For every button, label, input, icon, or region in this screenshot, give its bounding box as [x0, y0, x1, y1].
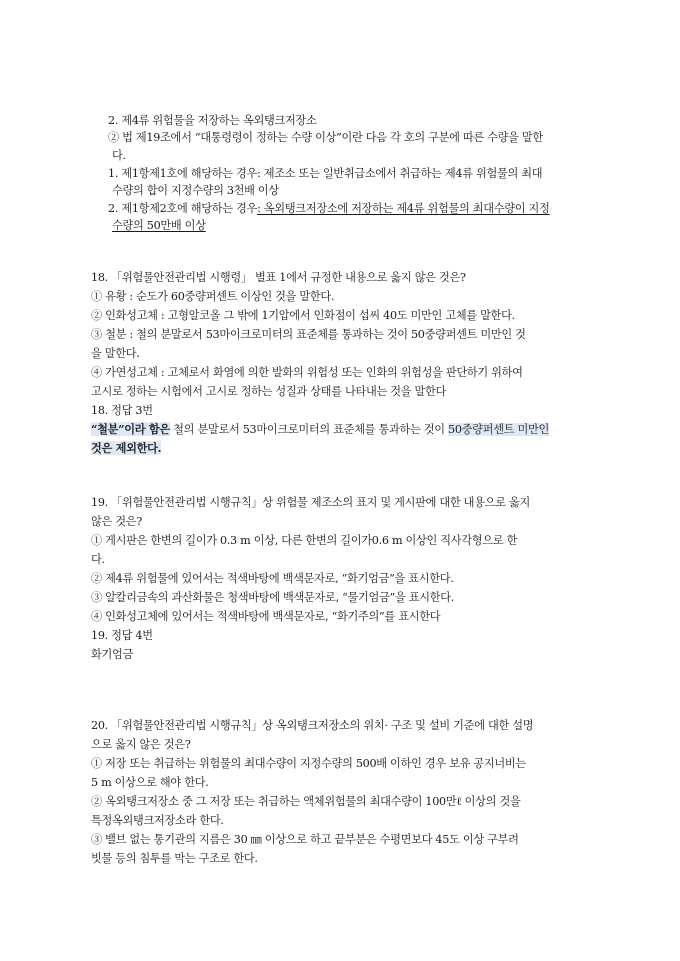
q19-option-4: ④ 인화성고체에 있어서는 적색바탕에 백색문자로, “화기주의”를 표시한다	[91, 610, 441, 623]
q19-option-1: ① 게시판은 한변의 길이가 0.3 m 이상, 다른 한변의 길이가0.6 m 이상인 직사각형으로 한	[91, 534, 518, 547]
q18-option-4-cont: 고시로 정하는 시험에서 고시로 정하는 성질과 상태를 나타내는 것을 말한다	[91, 385, 447, 398]
q18-question: 18. 「위험물안전관리법 시행령」 별표 1에서 규정한 내용으로 옳지 않은 것은?	[91, 271, 466, 284]
law-subitem-1-cont: 수량의 합이 지정수량의 3천배 이상	[112, 184, 279, 197]
q20-option-1-cont: 5 m 이상으로 해야 한다.	[91, 776, 209, 789]
q19-option-3: ③ 알칼리금속의 과산화물은 청색바탕에 백색문자로, “물기엄금”을 표시한다.	[91, 591, 454, 604]
law-subitem-2-lead: 2. 제1항제2호에 해당하는 경우	[108, 202, 258, 215]
q19-option-2: ② 제4류 위험물에 있어서는 적색바탕에 백색문자로, “화기엄금”을 표시한다.	[91, 572, 454, 585]
law-subitem-2	[108, 200, 550, 217]
q18-explanation	[91, 421, 549, 438]
law-subitem-2-underlined: : 옥외탱크저장소에 저장하는 제4류 위험물의 최대수량이 지정	[257, 202, 550, 215]
q18-explanation-cont	[91, 440, 161, 457]
q19-option-1-cont: 다.	[91, 553, 105, 566]
q18-option-1: ① 유황 : 순도가 60중량퍼센트 이상인 것을 말한다.	[91, 290, 335, 303]
q20-option-2-cont: 특정옥외탱크저장소라 한다.	[91, 814, 224, 827]
q20-option-3: ③ 밸브 없는 통기관의 지름은 30 ㎜ 이상으로 하고 끝부분은 수평면보다 45도 이상 구부려	[91, 833, 519, 846]
q18-option-3-cont: 을 말한다.	[91, 347, 140, 360]
law-item-2: 2. 제4류 위험물을 저장하는 옥외탱크저장소	[108, 114, 317, 127]
q18-option-2: ② 인화성고체 : 고형알코올 그 밖에 1기압에서 인화점이 섭씨 40도 미만인 고체를 말한다.	[91, 309, 515, 322]
q18-option-3: ③ 철분 : 철의 분말로서 53마이크로미터의 표준체를 통과하는 것이 50중량퍼센트 미만인 것	[91, 328, 526, 341]
q18-option-4: ④ 가연성고체 : 고체로서 화염에 의한 발화의 위험성 또는 인화의 위험성을 판단하기 위하여	[91, 366, 523, 379]
q19-question: 19. 「위험물안전관리법 시행규칙」상 위험물 제조소의 표지 및 게시판에 대한 내용으로 옳지	[91, 496, 530, 509]
q20-question: 20. 「위험물안전관리법 시행규칙」상 옥외탱크저장소의 위치· 구조 및 설비 기준에 대한 설명	[91, 719, 534, 732]
q20-option-1: ① 저장 또는 취급하는 위험물의 최대수량이 지정수량의 500배 이하인 경우 보유 공지너비는	[91, 757, 526, 770]
law-paragraph-2-cont: 다.	[112, 149, 126, 162]
law-subitem-2-cont: 수량의 50만배 이상	[112, 219, 206, 232]
q18-explanation-end: 것은 제외한다.	[91, 441, 162, 455]
q19-question-cont: 않은 것은?	[91, 515, 142, 528]
q19-explanation: 화기엄금	[91, 648, 134, 661]
q20-question-cont: 으로 옳지 않은 것은?	[91, 738, 191, 751]
law-paragraph-2: ② 법 제19조에서 “대통령령이 정하는 수량 이상”이란 다음 각 호의 구분에 따른 수량을 말한	[108, 131, 543, 144]
q18-explanation-body: 철의 분말로서 53마이크로미터의 표준체를 통과하는 것이	[169, 423, 449, 436]
q18-answer: 18. 정답 3번	[91, 404, 153, 417]
q18-explanation-highlight: 50중량퍼센트 미만인	[448, 423, 549, 436]
law-subitem-1: 1. 제1항제1호에 해당하는 경우: 제조소 또는 일반취급소에서 취급하는 제4류 위험물의 최대	[108, 167, 543, 180]
q18-explanation-term: “철분”이라 함은	[91, 422, 170, 436]
q20-option-3-cont: 빗물 등의 침투를 막는 구조로 한다.	[91, 852, 258, 865]
q19-answer: 19. 정답 4번	[91, 629, 153, 642]
q20-option-2: ② 옥외탱크저장소 중 그 저장 또는 취급하는 액체위험물의 최대수량이 100만ℓ 이상의 것을	[91, 795, 521, 808]
